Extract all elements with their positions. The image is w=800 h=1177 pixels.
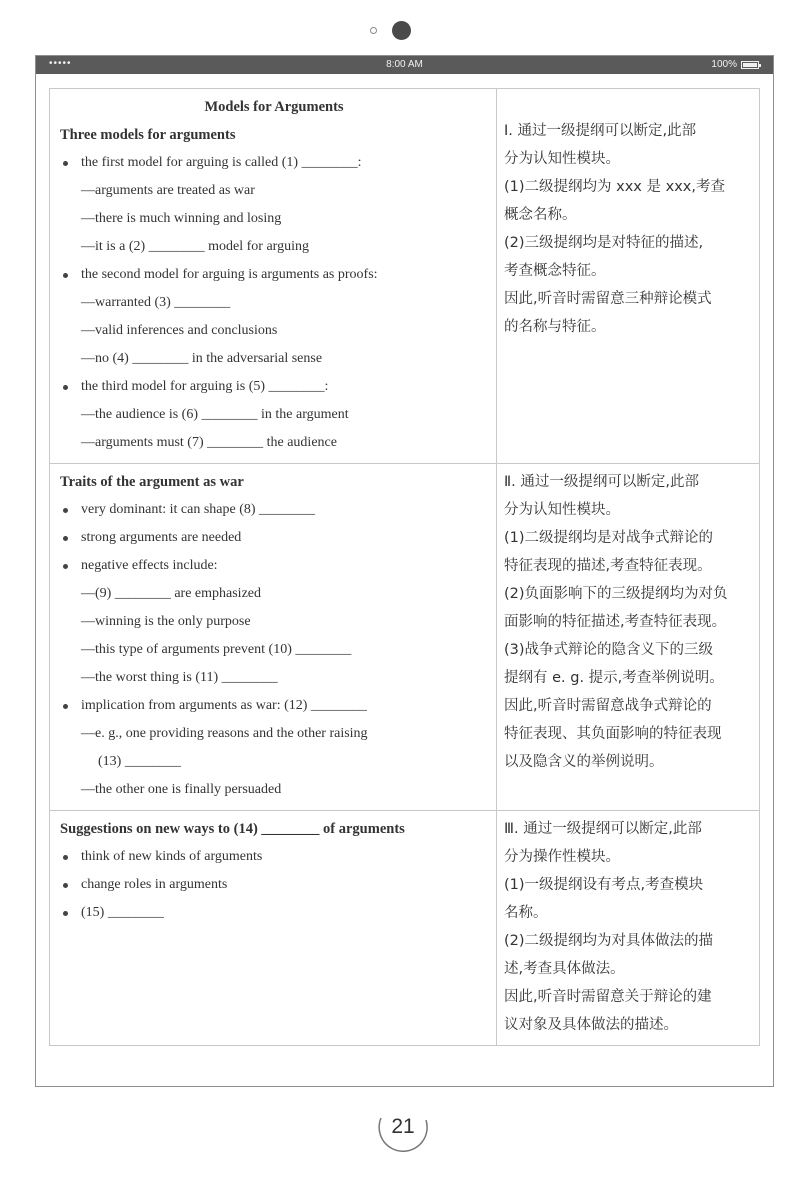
outline-cell-3 (50, 811, 497, 1046)
tablet-screen (35, 55, 774, 1087)
note-line: (2)二级提纲均为对具体做法的描 (504, 933, 714, 949)
outline-subitem: —the worst thing is (11) ________ (81, 670, 278, 685)
outline-subitem: —this type of arguments prevent (10) ________ (81, 642, 352, 657)
outline-cell-2 (50, 464, 497, 811)
note-line: Ⅰ. 通过一级提纲可以断定,此部 (504, 123, 697, 139)
table-row-2 (50, 464, 760, 811)
outline-bullet: the third model for arguing is (5) ________: (60, 373, 488, 401)
outline-subitem: —it is a (2) ________ model for arguing (81, 239, 309, 254)
note-line: (1)二级提纲均是对战争式辩论的 (504, 530, 714, 546)
note-line: Ⅲ. 通过一级提纲可以断定,此部 (504, 821, 702, 837)
note-line: 分为操作性模块。 (504, 849, 620, 865)
outline-cell-1 (50, 89, 497, 464)
bullet-icon (63, 385, 68, 390)
notes-cell-2 (497, 464, 760, 811)
notes-cell-3 (497, 811, 760, 1046)
note-line: (1)一级提纲设有考点,考查模块 (504, 877, 704, 893)
bullet-icon (63, 883, 68, 888)
outline-subitem: —the other one is finally persuaded (81, 782, 282, 797)
outline-table (49, 88, 760, 1046)
outline-subitem: —warranted (3) ________ (81, 295, 231, 310)
note-line: 因此,听音时需留意战争式辩论的 (504, 698, 712, 714)
note-line: 概念名称。 (504, 207, 577, 223)
outline-subitem: —valid inferences and conclusions (81, 323, 278, 338)
battery-icon (741, 61, 759, 69)
status-time: 8:00 AM (386, 59, 423, 70)
outline-bullet: the first model for arguing is called (1) ________: (60, 149, 488, 177)
table-row-3 (50, 811, 760, 1046)
outline-subitem: —arguments are treated as war (81, 183, 255, 198)
outline-bullet: strong arguments are needed (60, 524, 488, 552)
note-line: 考查概念特征。 (504, 263, 606, 279)
note-line: 的名称与特征。 (504, 319, 606, 335)
bullet-icon (63, 564, 68, 569)
signal-icon: ••••• (49, 58, 72, 69)
outline-subitem: —the audience is (6) ________ in the argument (81, 407, 349, 422)
note-line: Ⅱ. 通过一级提纲可以断定,此部 (504, 474, 699, 490)
bullet-icon (63, 855, 68, 860)
note-line: 分为认知性模块。 (504, 151, 620, 167)
notes-cell-1 (497, 89, 760, 464)
outline-bullet: negative effects include: (60, 552, 488, 580)
outline-bullet: the second model for arguing is arguments as proofs: (60, 261, 488, 289)
note-line: 以及隐含义的举例说明。 (504, 754, 664, 770)
outline-bullet: think of new kinds of arguments (60, 843, 488, 871)
bullet-icon (63, 911, 68, 916)
device-camera (364, 21, 424, 43)
bullet-icon (63, 273, 68, 278)
note-line: 面影响的特征描述,考查特征表现。 (504, 614, 727, 630)
outline-bullet: change roles in arguments (60, 871, 488, 899)
camera-lens-icon (392, 21, 411, 40)
note-line: (1)二级提纲均为 xxx 是 xxx,考查 (504, 179, 725, 195)
note-line: 特征表现的描述,考查特征表现。 (504, 558, 712, 574)
outline-bullet: (15) ________ (60, 899, 488, 927)
note-line: 提纲有 e. g. 提示,考查举例说明。 (504, 670, 724, 686)
note-line: 因此,听音时需留意关于辩论的建 (504, 989, 712, 1005)
bullet-icon (63, 161, 68, 166)
bullet-icon (63, 704, 68, 709)
outline-subitem: —(9) ________ are emphasized (81, 586, 261, 601)
note-line: 议对象及具体做法的描述。 (504, 1017, 678, 1033)
section-heading: Traits of the argument as war (60, 474, 244, 490)
battery-status (711, 59, 759, 70)
outline-subitem-continued: (13) ________ (98, 754, 181, 769)
table-row-1 (50, 89, 760, 464)
note-line: 述,考查具体做法。 (504, 961, 625, 977)
bullet-icon (63, 536, 68, 541)
note-line: (2)负面影响下的三级提纲均为对负 (504, 586, 728, 602)
table-title: Models for Arguments (204, 99, 344, 115)
note-line: 名称。 (504, 905, 548, 921)
note-line: (2)三级提纲均是对特征的描述, (504, 235, 704, 251)
bullet-icon (63, 508, 68, 513)
outline-subitem: —there is much winning and losing (81, 211, 282, 226)
note-line: 特征表现、其负面影响的特征表现 (504, 726, 722, 742)
note-line: 因此,听音时需留意三种辩论模式 (504, 291, 712, 307)
section-heading: Suggestions on new ways to (14) ________ of arguments (60, 821, 405, 837)
outline-subitem: —no (4) ________ in the adversarial sense (81, 351, 323, 366)
status-bar (36, 56, 773, 74)
outline-subitem: —winning is the only purpose (81, 614, 251, 629)
note-line: (3)战争式辩论的隐含义下的三级 (504, 642, 714, 658)
outline-subitem: —arguments must (7) ________ the audience (81, 435, 337, 450)
section-heading: Three models for arguments (60, 127, 236, 143)
camera-sensor-icon (370, 27, 377, 34)
outline-subitem: —e. g., one providing reasons and the other raising (81, 726, 368, 741)
outline-bullet: implication from arguments as war: (12) ________ (60, 692, 488, 720)
page-number-badge (373, 1100, 433, 1152)
page-number: 21 (391, 1115, 415, 1138)
battery-percent: 100% (711, 59, 737, 70)
note-line: 分为认知性模块。 (504, 502, 620, 518)
outline-bullet: very dominant: it can shape (8) ________ (60, 496, 488, 524)
